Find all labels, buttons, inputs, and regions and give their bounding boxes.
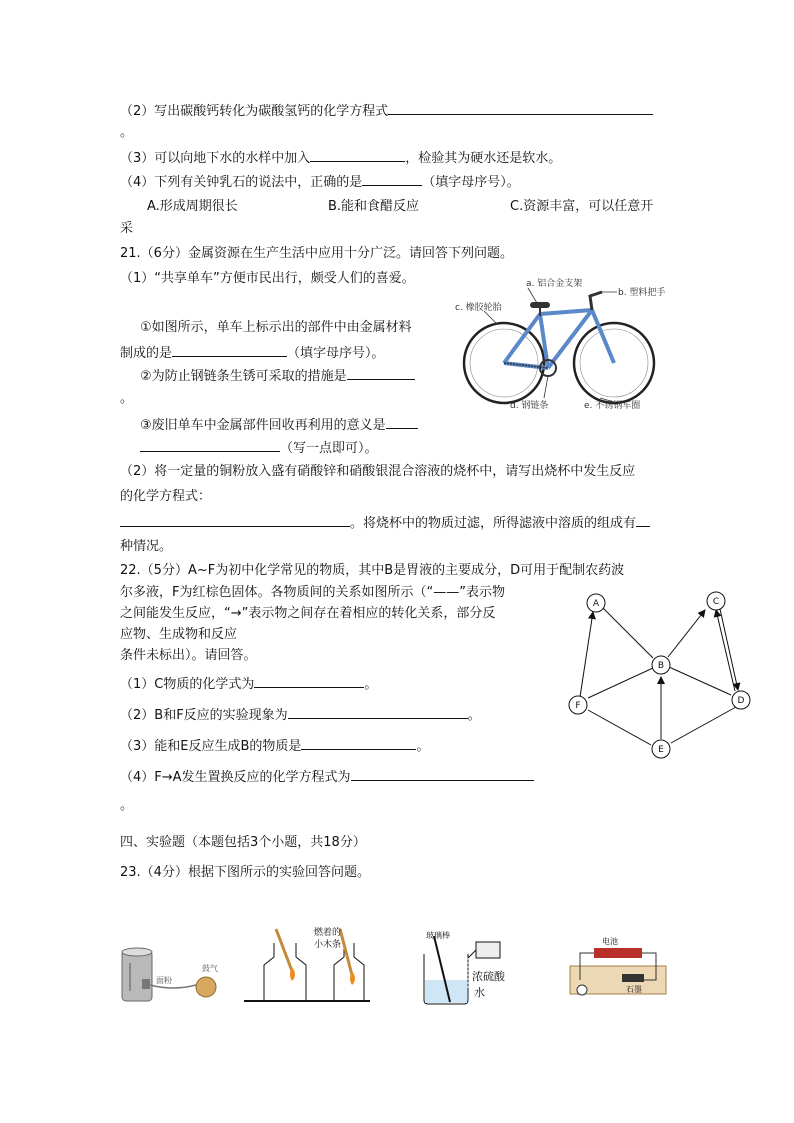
q21-1-3: ③废旧单车中金属部件回收再利用的意义是	[140, 415, 418, 435]
experiment-dust-explosion	[118, 945, 238, 1007]
graphite	[622, 974, 644, 982]
link-a-b	[603, 608, 653, 658]
arrow-f-a	[580, 612, 593, 697]
arrow-b-c	[668, 610, 705, 657]
section-four-title: 四、实验题（本题包括3个小题，共18分）	[120, 835, 366, 850]
answer-blank[interactable]	[254, 674, 364, 688]
label-e: e. 不锈钢车圈	[584, 401, 641, 411]
option-c-cont: 采	[120, 221, 134, 236]
label-rod: 玻璃棒	[426, 931, 450, 940]
experiment-circuit	[564, 930, 672, 1006]
q22-3: （3）能和E反应生成B的物质是 。	[120, 736, 429, 756]
q22-desc: 尔多液，F为红棕色固体。各物质间的关系如图所示（“——”表示物	[120, 585, 505, 600]
q21-2: （2）将一定量的铜粉放入盛有硝酸锌和硝酸银混合溶液的烧杯中，请写出烧杯中发生反应	[120, 464, 636, 479]
link-f-e	[588, 710, 651, 745]
node-e-label: E	[658, 745, 664, 755]
q20-3: （3）可以向地下水的水样中加入 ，检验其为硬水还是软水。	[120, 148, 561, 168]
q21-1-1b: 制成的是 （填字母序号）。	[120, 343, 385, 363]
q20-4: （4）下列有关钟乳石的说法中，正确的是 （填字母序号）。	[120, 172, 520, 192]
label-acid: 浓硫酸	[472, 970, 505, 983]
q22-desc4: 条件未标出）。请回答。	[120, 648, 257, 663]
arrow-d-c	[716, 610, 735, 691]
q21-title: 21.（6分）金属资源在生产生活中应用十分广泛。请回答下列问题。	[120, 246, 513, 261]
link-f-b	[588, 668, 653, 698]
label-water: 水	[474, 986, 485, 999]
node-a-label: A	[592, 599, 600, 609]
answer-blank[interactable]	[388, 101, 653, 115]
option-a: A.形成周期很长	[147, 199, 238, 214]
option-b: B.能和食醋反应	[328, 199, 420, 214]
q21-2b: 的化学方程式：	[120, 489, 212, 504]
experiment-burning-splint	[244, 925, 370, 1007]
bulb	[577, 985, 587, 995]
option-c: C.资源丰富，可以任意开	[510, 199, 654, 214]
splint-left	[276, 929, 292, 971]
answer-blank[interactable]	[301, 736, 416, 750]
node-c-label: C	[712, 597, 720, 607]
q21-1-3b: （写一点即可）。	[140, 438, 378, 458]
label-burning: 燃着的	[314, 928, 342, 938]
answer-blank[interactable]	[172, 343, 287, 357]
saddle	[530, 302, 550, 308]
answer-blank[interactable]	[120, 513, 350, 527]
node-b-label: B	[657, 661, 665, 671]
answer-blank[interactable]	[140, 438, 280, 452]
label-d: d. 钢链条	[510, 401, 549, 411]
bicycle-figure	[452, 276, 698, 412]
node-f-label: F	[575, 701, 581, 711]
label-a: a. 铝合金支架	[526, 279, 583, 289]
answer-blank[interactable]	[310, 148, 405, 162]
splint-right	[340, 929, 352, 975]
experiment-dilution	[416, 930, 526, 1010]
handlebar	[590, 292, 602, 310]
arrow-c-d	[720, 609, 738, 690]
q22-desc2: 之间能发生反应，“→”表示物之间存在着相应的转化关系，部分反	[120, 606, 496, 621]
answer-blank[interactable]	[386, 415, 418, 429]
q21-1: （1）“共享单车”方便市民出行，颇受人们的喜爱。	[120, 271, 415, 286]
link-e-d	[671, 707, 736, 743]
q22-2: （2）B和F反应的实验现象为 。	[120, 705, 481, 725]
answer-blank[interactable]	[347, 366, 415, 380]
label-battery: 电池	[602, 937, 618, 946]
bellows-bulb	[196, 977, 216, 997]
q23-title: 23.（4分）根据下图所示的实验回答问题。	[120, 865, 370, 880]
label-splint: 小木条	[314, 940, 342, 950]
relation-diagram	[560, 585, 760, 765]
battery-2	[618, 948, 642, 958]
answer-blank[interactable]	[288, 705, 468, 719]
battery-1	[594, 948, 618, 958]
q21-2c: 。将烧杯中的物质过滤，所得滤液中溶质的组成有	[120, 513, 650, 533]
label-graphite: 石墨	[626, 985, 642, 994]
q22-1: （1）C物质的化学式为 。	[120, 674, 377, 694]
answer-blank[interactable]	[362, 172, 422, 186]
q20-2-end: 。	[120, 125, 134, 140]
label-c: c. 橡胶轮胎	[455, 303, 502, 313]
q21-1-2-end: 。	[120, 391, 134, 406]
label-blow: 鼓气	[202, 964, 218, 973]
q21-1-1: ①如图所示，单车上标示出的部件中由金属材料	[140, 320, 412, 335]
q22-desc3: 应物、生成物和反应	[120, 627, 238, 642]
aluminum-frame	[504, 310, 614, 368]
q22-4-end: 。	[120, 798, 134, 813]
q21-2d: 种情况。	[120, 539, 173, 554]
answer-blank[interactable]	[636, 513, 650, 527]
node-d-label: D	[737, 696, 745, 706]
q22-title: 22.（5分）A~F为初中化学常见的物质，其中B是胃液的主要成分，D可用于配制农药波	[120, 563, 625, 578]
q22-4: （4）F→A发生置换反应的化学方程式为	[120, 767, 534, 787]
link-b-d	[669, 667, 731, 695]
q21-1-2: ②为防止钢链条生锈可采取的措施是	[140, 366, 415, 386]
answer-blank[interactable]	[351, 767, 534, 781]
q20-2: （2）写出碳酸钙转化为碳酸氢钙的化学方程式	[120, 101, 653, 121]
label-b: b. 塑料把手	[618, 288, 666, 298]
label-flour: 面粉	[156, 976, 172, 985]
